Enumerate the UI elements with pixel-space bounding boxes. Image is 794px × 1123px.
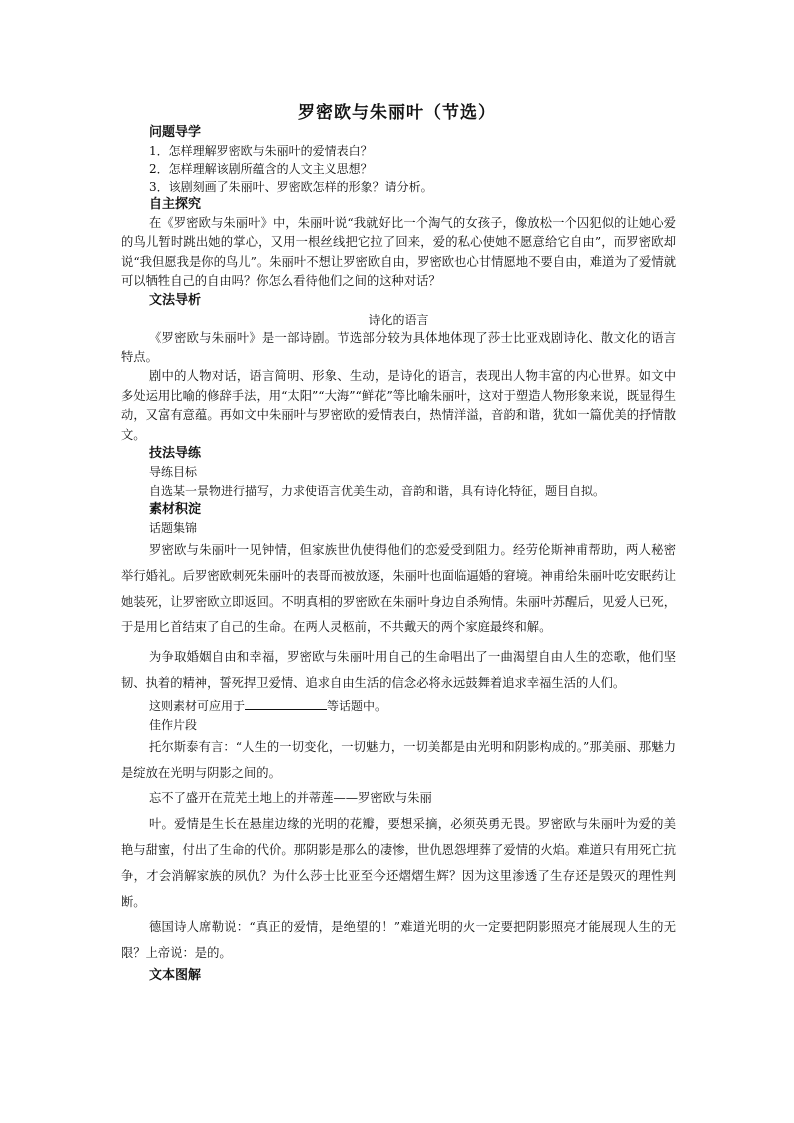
material-paragraph-2: 为争取婚姻自由和幸福，罗密欧与朱丽叶用自己的生命唱出了一曲渴望自由人生的恋歌，他们坚韧、执着的精神，誓死捍卫爱情、追求自由生活的信念必将永远鼓舞着追求幸福生活的人们。 [121, 650, 676, 691]
excerpt-paragraph-2: 叶。爱情是生长在悬崖边缘的光明的花瓣，要想采摘，必须英勇无畏。罗密欧与朱丽叶为爱的美艳与甜蜜，付出了生命的代价。那阴影是那么的凄惨，世仇恩怨埋葬了爱情的火焰。难道只有用死亡抗争，才会消解家族的夙仇？为什么莎士比亚至今还熠熠生辉？因为这里渗透了生存还是毁灭的理性判断。 [121, 817, 676, 909]
usage-text-before: 这则素材可应用于 [149, 698, 246, 713]
question-2: 2．怎样理解该剧所蕴含的人文主义思想？ [149, 162, 373, 176]
excerpt-title: 忘不了盛开在荒芜土地上的并蒂莲——罗密欧与朱丽 [149, 791, 432, 806]
method-guide-paragraph-2: 剧中的人物对话，语言简明、形象、生动，是诗化的语言，表现出人物丰富的内心世界。如文中多处运用比喻的修辞手法，用“太阳”“大海”“鲜花”等比喻朱丽叶，这对于塑造人物形象来说，既显得生动，又富有意蕴。再如文中朱丽叶与罗密欧的爱情表白，热情洋溢，音韵和谐，犹如一篇优美的抒情散文。 [121, 369, 676, 442]
excerpt-paragraph-1: 托尔斯泰有言：“人生的一切变化，一切魅力，一切美都是由光明和阴影构成的。”那美丽、那魅力是绽放在光明与阴影之间的。 [121, 739, 676, 780]
excerpt-label: 佳作片段 [149, 717, 198, 732]
question-3: 3．该剧刻画了朱丽叶、罗密欧怎样的形象？请分析。 [149, 180, 433, 194]
section-heading-self-inquiry: 自主探究 [149, 197, 202, 212]
practice-goal-text: 自选某一景物进行描写，力求使语言优美生动，音韵和谐，具有诗化特征，题目自拟。 [149, 484, 606, 499]
section-heading-skill-practice: 技法导练 [149, 446, 202, 462]
section-heading-problem-guide: 问题导学 [149, 125, 202, 140]
material-usage-line [121, 697, 676, 716]
section-heading-method-guide: 文法导析 [149, 292, 202, 308]
practice-goal-label: 导练目标 [149, 465, 198, 480]
material-paragraph-1: 罗密欧与朱丽叶一见钟情，但家族世仇使得他们的恋爱受到阻力。经劳伦斯神甫帮助，两人秘密举行婚礼。后罗密欧刺死朱丽叶的表哥而被放逐，朱丽叶也面临逼婚的窘境。神甫给朱丽叶吃安眠药让她装死，让罗密欧立即返回。不明真相的罗密欧在朱丽叶身边自杀殉情。朱丽叶苏醒后，见爱人已死，于是用匕首结束了自己的生命。在两人灵柩前，不共戴天的两个家庭最终和解。 [121, 543, 676, 635]
document-title: 罗密欧与朱丽叶（节选） [298, 103, 496, 123]
self-inquiry-paragraph: 在《罗密欧与朱丽叶》中，朱丽叶说“我就好比一个淘气的女孩子，像放松一个囚犯似的让她心爱的鸟儿暂时跳出她的掌心，又用一根丝线把它拉了回来，爱的私心使她不愿意给它自由”，而罗密欧却说“我但愿我是你的鸟儿”。朱丽叶不想让罗密欧自由，罗密欧也心甘情愿地不要自由，难道为了爱情就可以牺牲自己的自由吗？你怎么看待他们之间的这种对话？ [121, 216, 676, 289]
topic-collection-label: 话题集锦 [149, 521, 198, 536]
excerpt-paragraph-3: 德国诗人席勒说：“真正的爱情，是绝望的！”难道光明的火一定要把阴影照亮才能展现人生的无限？上帝说：是的。 [121, 920, 676, 961]
method-guide-subtitle: 诗化的语言 [368, 312, 429, 327]
method-guide-paragraph-1: 《罗密欧与朱丽叶》是一部诗剧。节选部分较为具体地体现了莎士比亚戏剧诗化、散文化的语言特点。 [121, 330, 676, 365]
question-1: 1．怎样理解罗密欧与朱丽叶的爱情表白？ [149, 144, 373, 158]
section-heading-material: 素材积淀 [149, 502, 202, 518]
document-body [121, 124, 676, 985]
section-heading-text-diagram: 文本图解 [149, 968, 202, 984]
usage-text-after: 等话题中。 [327, 698, 388, 713]
fill-in-blank[interactable] [245, 697, 327, 710]
